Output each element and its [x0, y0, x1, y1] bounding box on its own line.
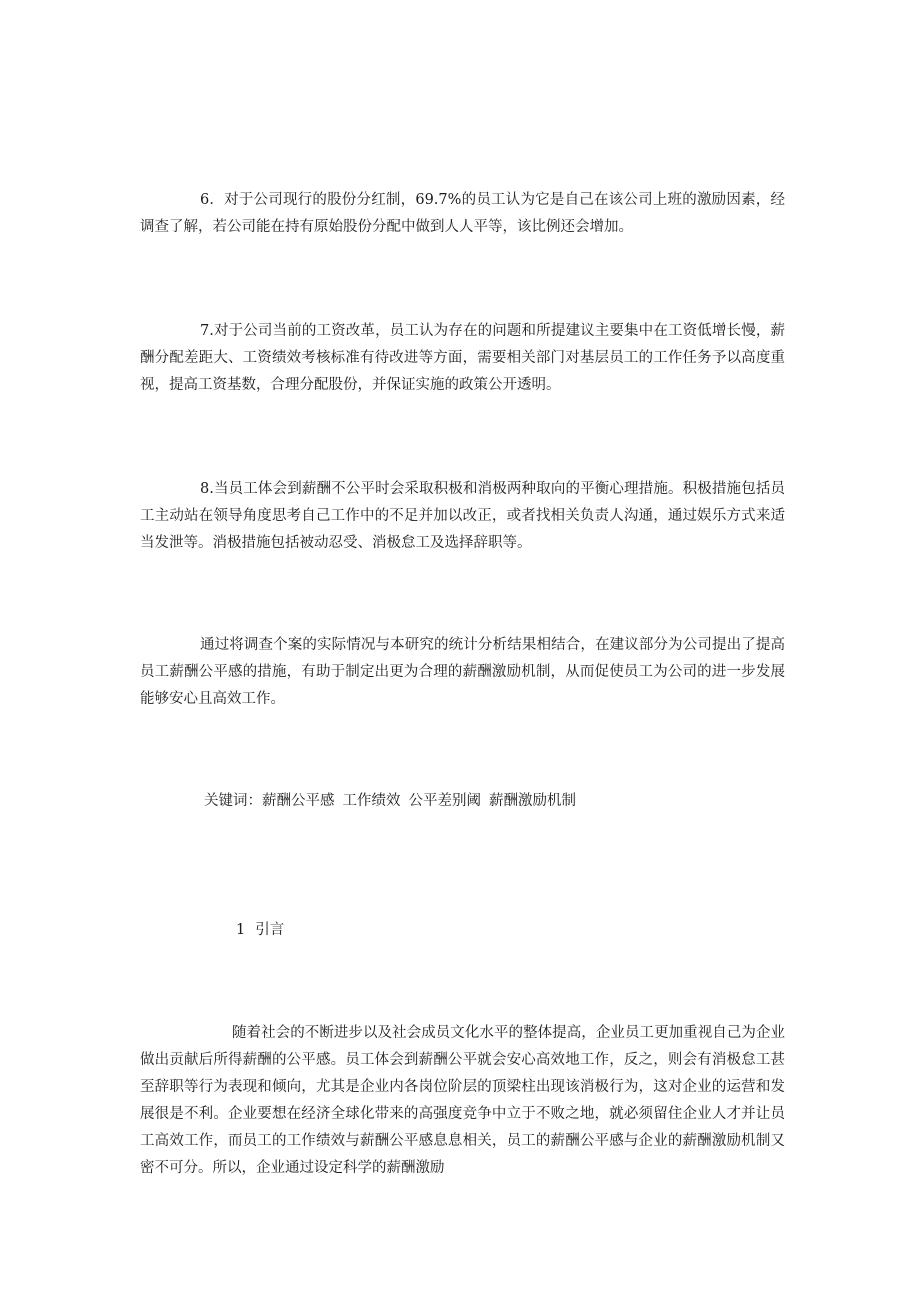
section-title: 引言: [255, 922, 285, 938]
keyword-term: 薪酬激励机制: [489, 793, 576, 809]
section-number: 1: [236, 922, 246, 938]
keyword-term: 工作绩效: [342, 793, 401, 809]
paragraph-item-6: 6．对于公司现行的股份分红制，69.7%的员工认为它是自己在该公司上班的激励因素，经调查了解，若公司能在持有原始股份分配中做到人人平等，该比例还会增加。: [140, 192, 785, 235]
keyword-term: 薪酬公平感: [262, 793, 335, 809]
paragraph-item-8: 8.当员工体会到薪酬不公平时会采取积极和消极两种取向的平衡心理措施。积极措施包括员工主动站在领导角度思考自己工作中的不足并加以改正，或者找相关负责人沟通，通过娱乐方式来适当发泄等。消极措施包括被动忍受、消极怠工及选择辞职等。: [140, 481, 785, 551]
paragraph-item-7: 7.对于公司当前的工资改革，员工认为存在的问题和所提建议主要集中在工资低增长慢，薪酬分配差距大、工资绩效考核标准有待改进等方面，需要相关部门对基层员工的工作任务予以高度重视，提高工资基数，合理分配股份，并保证实施的政策公开透明。: [140, 323, 785, 393]
keywords-label: 关键词：: [204, 793, 262, 809]
paragraph-summary: 通过将调查个案的实际情况与本研究的统计分析结果相结合，在建议部分为公司提出了提高员工薪酬公平感的措施，有助于制定出更为合理的薪酬激励机制，从而促使员工为公司的进一步发展能够安心且高效工作。: [140, 637, 785, 707]
keyword-term: 公平差别阈: [408, 793, 481, 809]
paragraph-intro: 随着社会的不断进步以及社会成员文化水平的整体提高，企业员工更加重视自己为企业做出贡献后所得薪酬的公平感。员工体会到薪酬公平就会安心高效地工作，反之，则会有消极怠工甚至辞职等行为表现和倾向，尤其是企业内各岗位阶层的顶梁柱出现该消极行为，这对企业的运营和发展很是不利。企业要想在经济全球化带来的高强度竞争中立于不败之地，就必须留住企业人才并让员工高效工作，而员工的工作绩效与薪酬公平感息息相关，员工的薪酬公平感与企业的薪酬激励机制又密不可分。所以，企业通过设定科学的薪酬激励: [140, 1025, 785, 1176]
section-heading: [236, 917, 284, 944]
keywords-line: [204, 788, 584, 815]
